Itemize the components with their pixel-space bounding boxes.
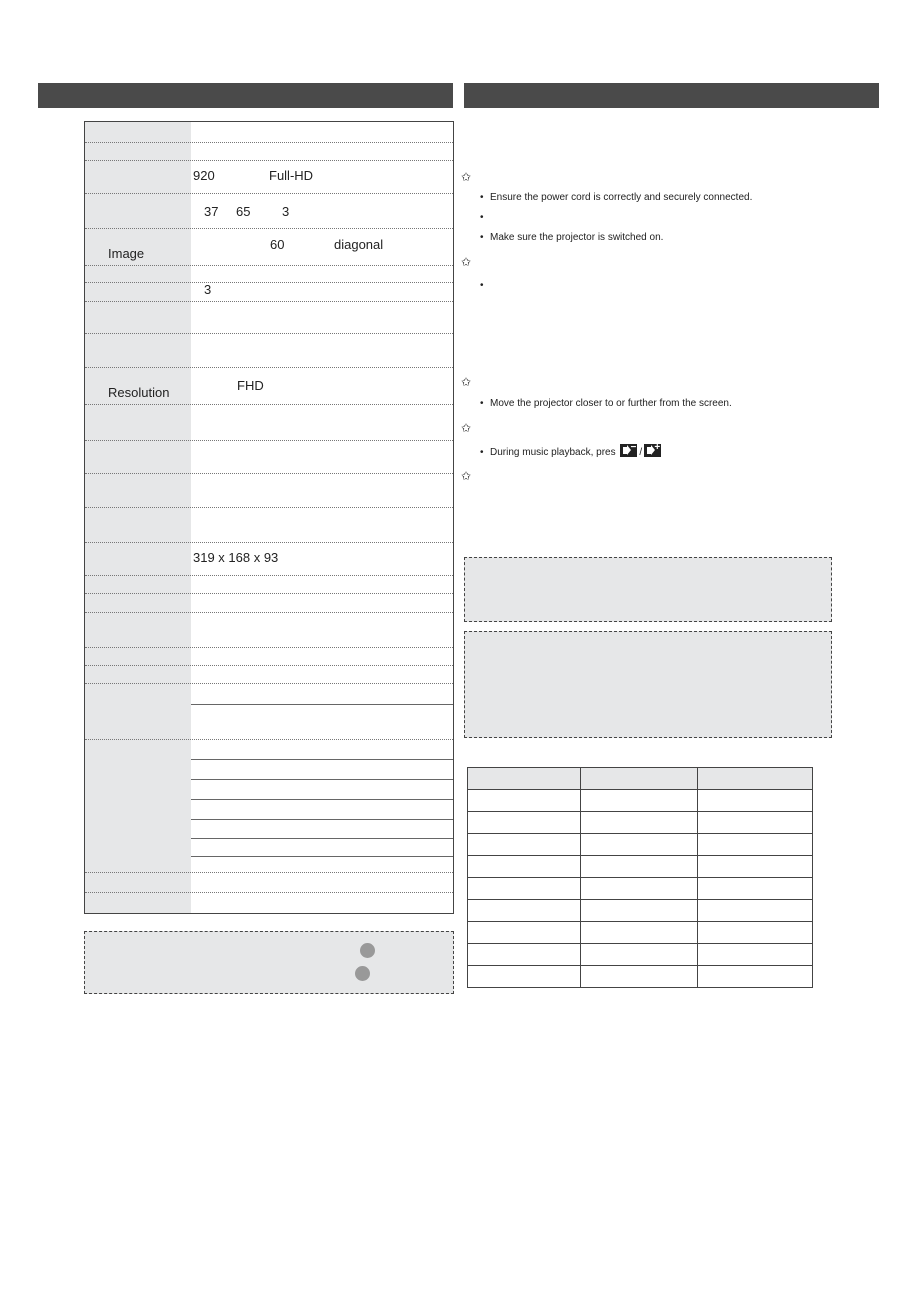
spec-value-full-hd: Full-HD	[269, 168, 314, 183]
compat-table-cell	[581, 768, 697, 790]
specification-table	[84, 121, 454, 914]
star-icon: ✩	[461, 375, 472, 389]
section-header-bar-right	[464, 83, 879, 108]
spec-value-divider	[191, 799, 453, 800]
compat-table-cell	[581, 834, 697, 856]
compat-table-row	[468, 922, 813, 944]
spec-value-divider	[191, 704, 453, 705]
compat-table-cell	[697, 768, 812, 790]
compat-table-cell	[468, 812, 581, 834]
spec-value-divider	[191, 856, 453, 857]
compat-table-cell	[581, 966, 697, 988]
compat-table-cell	[468, 900, 581, 922]
spec-value-dividers	[85, 122, 453, 913]
note-box-left	[84, 931, 454, 994]
compat-table-row	[468, 966, 813, 988]
compat-table-cell	[581, 900, 697, 922]
compat-table-cell	[468, 922, 581, 944]
spec-label-resolution: Resolution	[108, 385, 170, 400]
spec-value-920: 920	[193, 168, 215, 183]
star-icon: ✩	[461, 255, 472, 269]
spec-value-divider	[191, 819, 453, 820]
bullet-item-2: •	[480, 212, 484, 223]
section-header-bar-left	[38, 83, 453, 108]
bullet-item-5: • Move the projector closer to or further from the screen.	[480, 398, 732, 409]
speaker-plus-icon: +	[644, 444, 661, 457]
bullet-item-4: •	[480, 280, 484, 291]
note-box-right-2	[464, 631, 832, 738]
compat-table-cell	[697, 922, 812, 944]
bullet-item-6: • During music playback, pres − / +	[480, 442, 661, 458]
compat-table-cell	[697, 900, 812, 922]
compat-table-cell	[581, 922, 697, 944]
compat-table-cell	[468, 834, 581, 856]
star-icon: ✩	[461, 170, 472, 184]
compat-table-cell	[697, 856, 812, 878]
spec-value-37: 37	[204, 204, 219, 219]
spec-value-row7: 3	[204, 282, 212, 297]
star-icon: ✩	[461, 469, 472, 483]
compat-table-cell	[581, 944, 697, 966]
compat-table-row	[468, 856, 813, 878]
indicator-circle-2	[355, 966, 370, 981]
compat-table-cell	[581, 812, 697, 834]
compat-table-cell	[697, 790, 812, 812]
compat-table-row	[468, 878, 813, 900]
compat-table-row	[468, 812, 813, 834]
spec-value-divider	[191, 759, 453, 760]
compat-table-row	[468, 834, 813, 856]
spec-label-image: Image	[108, 246, 145, 261]
compat-table-row	[468, 900, 813, 922]
compat-table-cell	[581, 878, 697, 900]
compat-table-cell	[468, 790, 581, 812]
compat-table-cell	[468, 768, 581, 790]
note-box-right-1	[464, 557, 832, 622]
spec-value-diagonal: diagonal	[334, 237, 384, 252]
compat-table-cell	[697, 834, 812, 856]
compat-table-cell	[581, 856, 697, 878]
spec-value-3: 3	[282, 204, 290, 219]
compat-table-cell	[468, 944, 581, 966]
compat-table-row	[468, 944, 813, 966]
speaker-minus-icon: −	[620, 444, 637, 457]
compat-table-cell	[468, 878, 581, 900]
bullet-item-3: • Make sure the projector is switched on.	[480, 232, 664, 243]
spec-value-65: 65	[236, 204, 251, 219]
compat-table-row	[468, 790, 813, 812]
indicator-circle-1	[360, 943, 375, 958]
compat-header-row	[468, 768, 813, 790]
spec-value-divider	[191, 838, 453, 839]
compat-table-cell	[468, 856, 581, 878]
spec-value-fhd: FHD	[237, 378, 264, 393]
compat-table-cell	[581, 790, 697, 812]
compat-table-cell	[697, 812, 812, 834]
bullet-item-1: • Ensure the power cord is correctly and securely connected.	[480, 192, 753, 203]
compat-table-cell	[697, 878, 812, 900]
compat-table-cell	[697, 944, 812, 966]
compatibility-table	[467, 767, 813, 988]
compat-table-cell	[468, 966, 581, 988]
spec-value-divider	[191, 779, 453, 780]
spec-value-60: 60	[270, 237, 285, 252]
spec-value-dimensions: 319 x 168 x 93	[193, 550, 279, 565]
compat-table-cell	[697, 966, 812, 988]
star-icon: ✩	[461, 421, 472, 435]
